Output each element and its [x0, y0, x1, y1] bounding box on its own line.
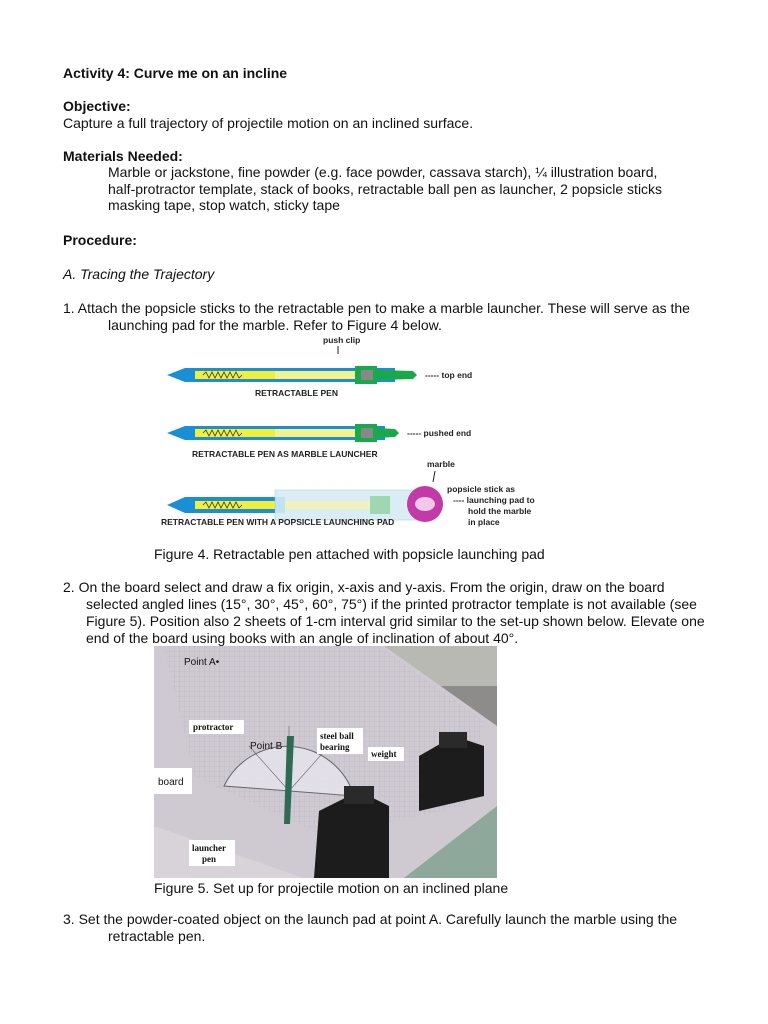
marble-label: marble [427, 459, 455, 469]
popsicle-label-line: hold the marble [468, 506, 532, 516]
pen-as-launcher-drawing [167, 424, 399, 442]
step-3-line: 3. Set the powder-coated object on the launch pad at point A. Carefully launch the marble using the [63, 911, 678, 927]
retractable-pen-drawing [167, 366, 417, 384]
objective-text: Capture a full trajectory of projectile motion on an inclined surface. [63, 115, 474, 131]
figure-4-caption: Figure 4. Retractable pen attached with popsicle launching pad [154, 546, 545, 562]
popsicle-label-line: ---- launching pad to [453, 495, 535, 505]
popsicle-label-line: popsicle stick as [447, 484, 516, 494]
objective-heading: Objective: [63, 98, 131, 114]
popsicle-label-line: in place [468, 517, 500, 527]
pen-2-label: RETRACTABLE PEN AS MARBLE LAUNCHER [192, 449, 378, 459]
step-1-line: launching pad for the marble. Refer to Figure 4 below. [108, 317, 442, 333]
section-a-heading: A. Tracing the Trajectory [63, 266, 215, 282]
protractor-label: protractor [193, 722, 234, 732]
step-2-line: Figure 5). Position also 2 sheets of 1-cm interval grid similar to the set-up shown below. Elevate one [86, 613, 705, 629]
step-1-line: 1. Attach the popsicle sticks to the retractable pen to make a marble launcher. These will serve as the [63, 300, 690, 316]
materials-line: masking tape, stop watch, sticky tape [108, 197, 340, 213]
weight-label: weight [371, 749, 397, 759]
page-title: Activity 4: Curve me on an incline [63, 65, 288, 81]
materials-line: Marble or jackstone, fine powder (e.g. face powder, cassava starch), ¼ illustration board, [108, 164, 658, 180]
step-3-line: retractable pen. [108, 928, 206, 944]
launcher-label-line: pen [202, 854, 217, 864]
step-2-line: 2. On the board select and draw a fix origin, x-axis and y-axis. From the origin, draw on the board [63, 579, 665, 595]
figure-5-caption: Figure 5. Set up for projectile motion on an inclined plane [154, 880, 509, 896]
materials-line: half-protractor template, stack of books, retractable ball pen as launcher, 2 popsicle sticks [108, 181, 663, 197]
board-label: board [158, 777, 184, 788]
launcher-label-line: launcher [192, 843, 227, 853]
push-clip-label: push clip [323, 335, 361, 345]
pushed-end-label: ----- pushed end [407, 428, 472, 438]
steel-ball-label-line: steel ball [320, 731, 354, 741]
point-b-label: Point B [250, 741, 283, 752]
step-2-line: selected angled lines (15°, 30°, 45°, 60°, 75°) if the printed protractor template is not available (see [86, 596, 697, 612]
pen-1-label: RETRACTABLE PEN [255, 388, 338, 398]
steel-ball-label-line: bearing [320, 742, 350, 752]
figure-4-diagram [155, 330, 555, 530]
point-a-label: Point A• [184, 657, 220, 668]
top-end-label: ----- top end [425, 370, 473, 380]
materials-heading: Materials Needed: [63, 148, 183, 164]
pen-3-label: RETRACTABLE PEN WITH A POPSICLE LAUNCHING PAD [161, 517, 395, 527]
figure-5-photo [154, 646, 497, 878]
step-2-line: end of the board using books with an angle of inclination of about 40°. [86, 630, 519, 646]
procedure-heading: Procedure: [63, 232, 137, 248]
